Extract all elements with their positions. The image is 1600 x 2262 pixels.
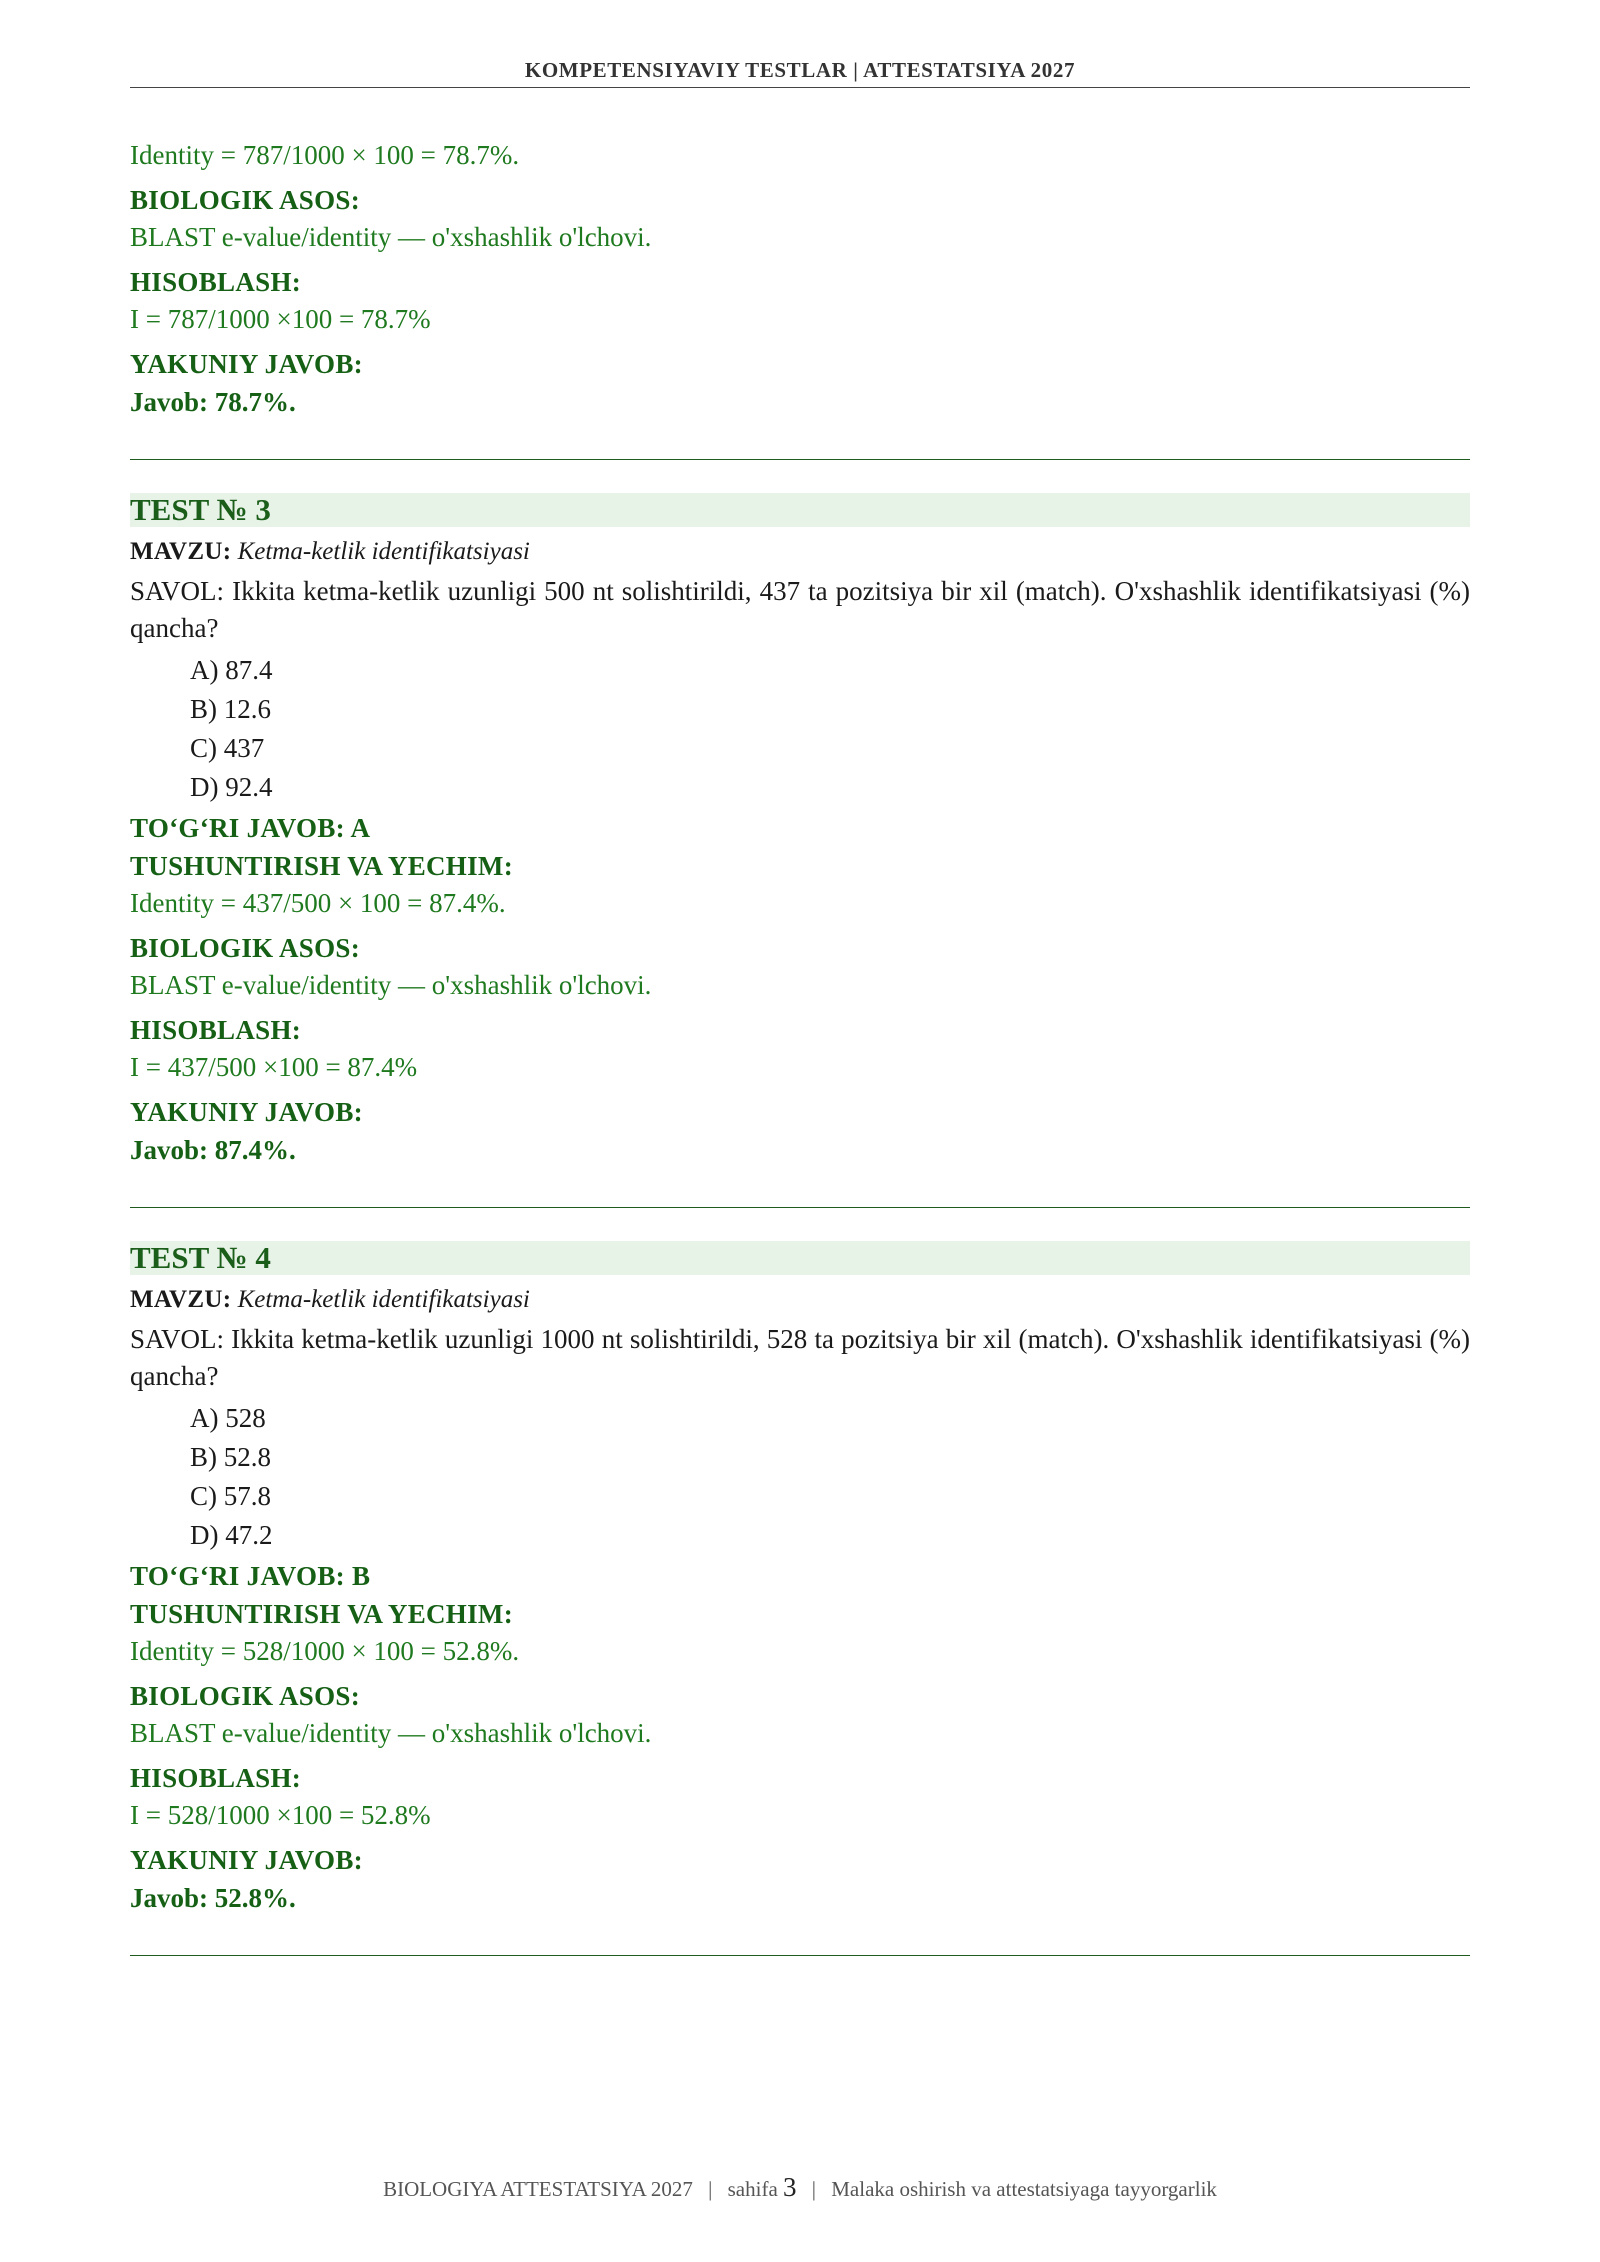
footer-page-label: sahifa xyxy=(727,2177,778,2201)
options-list xyxy=(190,1399,1470,1555)
final-answer: Javob: 52.8%. xyxy=(130,1883,296,1913)
bio-text: BLAST e-value/identity — o'xshashlik o'lchovi. xyxy=(130,1718,652,1748)
bio-label: BIOLOGIK ASOS: xyxy=(130,185,361,215)
calc-label: HISOBLASH: xyxy=(130,1763,302,1793)
topic-line xyxy=(130,534,1470,570)
identity-line: Identity = 528/1000 × 100 = 52.8%. xyxy=(130,1636,520,1666)
bio-text: BLAST e-value/identity — o'xshashlik o'lchovi. xyxy=(130,970,652,1000)
test-title: TEST № 4 xyxy=(130,1241,1470,1275)
bio-text: BLAST e-value/identity — o'xshashlik o'lchovi. xyxy=(130,222,652,252)
option-c: C) 437 xyxy=(190,733,265,763)
footer-separator: | xyxy=(708,2177,713,2201)
section-divider xyxy=(130,1955,1470,1956)
section-divider xyxy=(130,1207,1470,1208)
option-d: D) 47.2 xyxy=(190,1520,273,1550)
test-block xyxy=(130,1241,1470,1917)
options-list xyxy=(190,651,1470,807)
page-number: 3 xyxy=(783,2172,797,2202)
topic-text: Ketma-ketlik identifikatsiyasi xyxy=(237,538,530,565)
bio-label: BIOLOGIK ASOS: xyxy=(130,933,361,963)
document-page xyxy=(130,0,1470,2262)
correct-answer: TO‘G‘RI JAVOB: B xyxy=(130,1561,371,1591)
final-answer: Javob: 87.4%. xyxy=(130,1135,296,1165)
question-text: SAVOL: Ikkita ketma-ketlik uzunligi 500 nt solishtirildi, 437 ta pozitsiya bir xil (match). O'xshashlik identifikatsiyasi (%) qancha? xyxy=(130,576,1470,643)
identity-line: Identity = 437/500 × 100 = 87.4%. xyxy=(130,888,506,918)
test-block xyxy=(130,493,1470,1169)
page-content xyxy=(130,136,1470,1956)
calc-text: I = 437/500 ×100 = 87.4% xyxy=(130,1052,418,1082)
bio-label: BIOLOGIK ASOS: xyxy=(130,1681,361,1711)
final-label: YAKUNIY JAVOB: xyxy=(130,349,363,379)
calc-label: HISOBLASH: xyxy=(130,267,302,297)
prev-test-continuation xyxy=(130,136,1470,421)
topic-label: MAVZU: xyxy=(130,538,232,565)
section-divider xyxy=(130,459,1470,460)
option-c: C) 57.8 xyxy=(190,1481,271,1511)
running-header: KOMPETENSIYAVIY TESTLAR | ATTESTATSIYA 2027 xyxy=(524,58,1076,82)
option-b: B) 12.6 xyxy=(190,694,271,724)
page-footer xyxy=(130,2172,1470,2203)
calc-label: HISOBLASH: xyxy=(130,1015,302,1045)
identity-line: Identity = 787/1000 × 100 = 78.7%. xyxy=(130,140,520,170)
correct-answer: TO‘G‘RI JAVOB: A xyxy=(130,813,371,843)
topic-text: Ketma-ketlik identifikatsiyasi xyxy=(237,1286,530,1313)
footer-right: Malaka oshirish va attestatsiyaga tayyorgarlik xyxy=(831,2177,1217,2201)
topic-label: MAVZU: xyxy=(130,1286,232,1313)
header-rule xyxy=(130,87,1470,88)
option-a: A) 87.4 xyxy=(190,655,273,685)
option-b: B) 52.8 xyxy=(190,1442,271,1472)
final-label: YAKUNIY JAVOB: xyxy=(130,1845,363,1875)
footer-separator: | xyxy=(811,2177,816,2201)
final-label: YAKUNIY JAVOB: xyxy=(130,1097,363,1127)
topic-line xyxy=(130,1282,1470,1318)
explain-label: TUSHUNTIRISH VA YECHIM: xyxy=(130,1599,513,1629)
explain-label: TUSHUNTIRISH VA YECHIM: xyxy=(130,851,513,881)
calc-text: I = 787/1000 ×100 = 78.7% xyxy=(130,304,431,334)
footer-left: BIOLOGIYA ATTESTATSIYA 2027 xyxy=(383,2177,693,2201)
final-answer: Javob: 78.7%. xyxy=(130,387,296,417)
calc-text: I = 528/1000 ×100 = 52.8% xyxy=(130,1800,431,1830)
test-title: TEST № 3 xyxy=(130,493,1470,527)
question-text: SAVOL: Ikkita ketma-ketlik uzunligi 1000 nt solishtirildi, 528 ta pozitsiya bir xil (match). O'xshashlik identifikatsiyasi (%) qancha? xyxy=(130,1324,1470,1391)
option-d: D) 92.4 xyxy=(190,772,273,802)
option-a: A) 528 xyxy=(190,1403,266,1433)
